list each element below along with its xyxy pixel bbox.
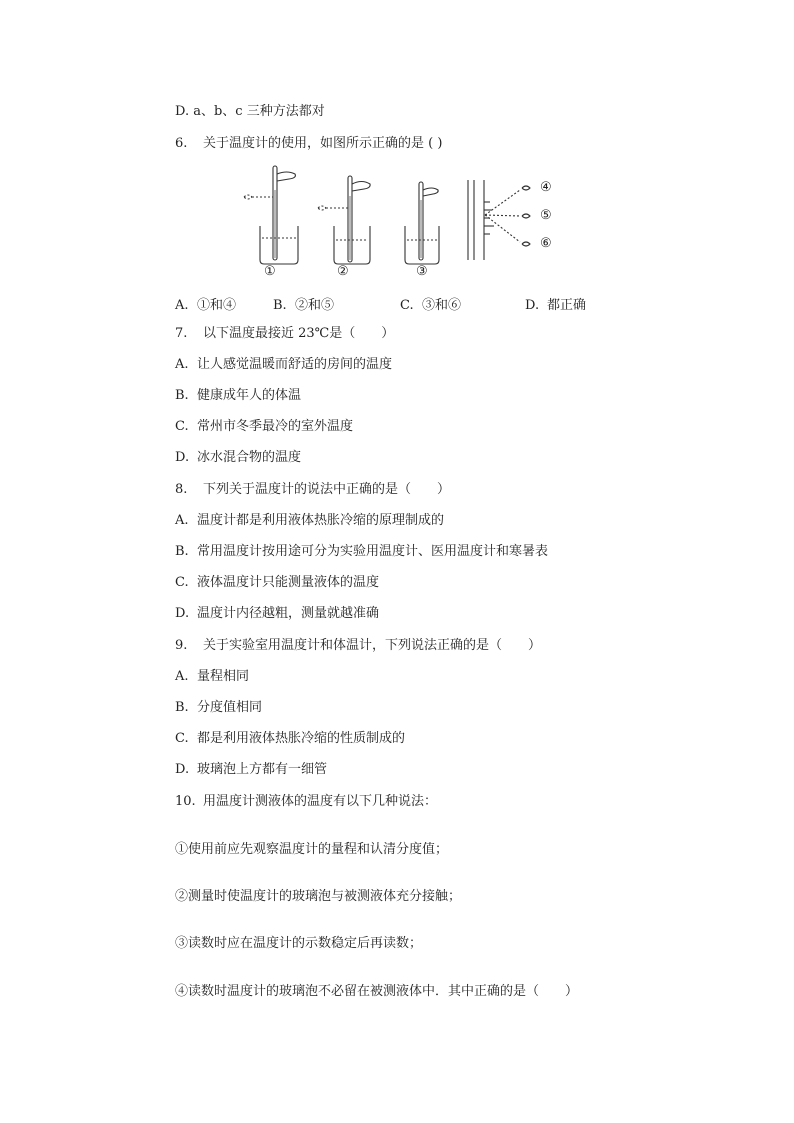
sight-line-6 bbox=[485, 215, 520, 242]
q7-option-d: D. 冰水混合物的温度 bbox=[175, 450, 302, 465]
q10-statement-3: ③读数时应在温度计的示数稳定后再读数； bbox=[175, 936, 423, 951]
q10-statement-2: ②测量时使温度计的玻璃泡与被测液体充分接触； bbox=[175, 889, 462, 904]
eye-4 bbox=[522, 186, 530, 190]
hand-2 bbox=[352, 182, 370, 192]
figure-label-3: ③ bbox=[416, 264, 428, 279]
figure-label-1: ① bbox=[264, 264, 276, 279]
q9-number: 9. bbox=[175, 638, 188, 653]
sight-line-5 bbox=[485, 215, 520, 216]
q5-option-d: D. a、b、c 三种方法都对 bbox=[175, 104, 325, 119]
figure-label-6: ⑥ bbox=[540, 236, 552, 251]
q8-stem: 下列关于温度计的说法中正确的是（ ） bbox=[203, 482, 451, 497]
q7-option-c: C. 常州市冬季最冷的室外温度 bbox=[175, 419, 354, 434]
q7-number: 7. bbox=[175, 326, 188, 341]
beaker-3 bbox=[405, 226, 439, 264]
figure-label-4: ④ bbox=[540, 180, 552, 195]
sight-line-4 bbox=[485, 190, 520, 215]
q6-figure bbox=[230, 160, 570, 284]
figure-label-2: ② bbox=[337, 264, 349, 279]
q8-stem-line bbox=[175, 481, 450, 499]
q10-number: 10. bbox=[175, 794, 196, 809]
q8-number: 8. bbox=[175, 482, 188, 497]
q9-stem: 关于实验室用温度计和体温计，下列说法正确的是（ ） bbox=[203, 638, 542, 653]
q6-stem: 关于温度计的使用，如图所示正确的是 ( ) bbox=[203, 136, 443, 151]
q7-option-a: A. 让人感觉温暖而舒适的房间的温度 bbox=[175, 357, 393, 372]
q9-option-a: A. 量程相同 bbox=[175, 669, 250, 684]
q8-option-a: A. 温度计都是利用液体热胀冷缩的原理制成的 bbox=[175, 513, 445, 528]
q7-stem-line bbox=[175, 325, 394, 343]
q10-statement-1: ①使用前应先观察温度计的量程和认清分度值； bbox=[175, 842, 449, 857]
q9-option-d: D. 玻璃泡上方都有一细管 bbox=[175, 762, 328, 777]
q6-stem-line bbox=[175, 135, 442, 153]
q6-option-c: C. ③和⑥ bbox=[400, 298, 462, 313]
q6-option-d: D. 都正确 bbox=[525, 298, 587, 313]
q9-option-c: C. 都是利用液体热胀冷缩的性质制成的 bbox=[175, 731, 406, 746]
q6-option-b: B. ②和⑤ bbox=[273, 298, 335, 313]
figure-label-5: ⑤ bbox=[540, 208, 552, 223]
q6-option-a: A. ①和④ bbox=[175, 298, 237, 313]
eye-1 bbox=[244, 195, 273, 199]
beaker-1 bbox=[260, 226, 298, 264]
eye-2 bbox=[318, 206, 348, 210]
eye-5 bbox=[522, 214, 530, 218]
q10-stem: 用温度计测液体的温度有以下几种说法： bbox=[203, 794, 438, 809]
q9-option-b: B. 分度值相同 bbox=[175, 700, 263, 715]
eye-6 bbox=[522, 242, 530, 246]
q8-option-b: B. 常用温度计按用途可分为实验用温度计、医用温度计和寒暑表 bbox=[175, 544, 549, 559]
q7-option-b: B. 健康成年人的体温 bbox=[175, 388, 302, 403]
thermometer-diagram bbox=[230, 160, 570, 284]
q6-number: 6. bbox=[175, 136, 188, 151]
q10-statement-4: ④读数时温度计的玻璃泡不必留在被测液体中．其中正确的是（ ） bbox=[175, 984, 579, 999]
hand-3 bbox=[423, 188, 438, 196]
q7-stem: 以下温度最接近 23℃是（ ） bbox=[203, 326, 395, 341]
q9-stem-line bbox=[175, 637, 541, 655]
q10-stem-line bbox=[175, 793, 437, 811]
hand-1 bbox=[277, 172, 295, 181]
q8-option-c: C. 液体温度计只能测量液体的温度 bbox=[175, 575, 380, 590]
q8-option-d: D. 温度计内径越粗，测量就越准确 bbox=[175, 606, 380, 621]
q6-options bbox=[175, 294, 655, 312]
